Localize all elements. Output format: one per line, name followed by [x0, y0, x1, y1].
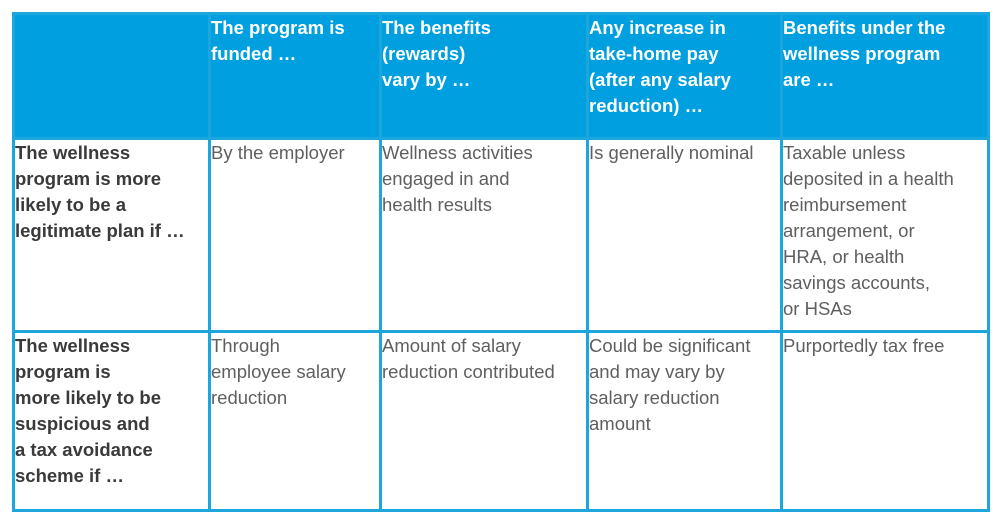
table-cell: By the employer	[210, 139, 381, 332]
column-header-text: Benefits under the wellness program are …	[783, 17, 946, 90]
row-label-suspicious: The wellness program is more likely to be suspicious and a tax avoidance scheme if …	[14, 332, 210, 511]
column-header-take-home-pay	[588, 14, 782, 139]
table-cell: Is generally nominal	[588, 139, 782, 332]
table-cell: Wellness activities engaged in and health results	[381, 139, 588, 332]
table-cell: Purportedly tax free	[782, 332, 989, 511]
table-cell: Could be significant and may vary by salary reduction amount	[588, 332, 782, 511]
column-header-benefits-are	[782, 14, 989, 139]
table-row-legitimate	[14, 139, 989, 332]
table-header-row	[14, 14, 989, 139]
column-header-text: The benefits (rewards) vary by …	[382, 17, 491, 90]
column-header-text: The program is funded …	[211, 17, 345, 64]
column-header-benefits-vary	[381, 14, 588, 139]
column-header-text: Any increase in take-home pay (after any salary reduction) …	[589, 17, 731, 116]
header-corner-cell	[14, 14, 210, 139]
table-cell: Through employee salary reduction	[210, 332, 381, 511]
row-label-legitimate: The wellness program is more likely to be a legitimate plan if …	[14, 139, 210, 332]
table-cell: Taxable unless deposited in a health reimbursement arrangement, or HRA, or health savings accounts, or HSAs	[782, 139, 989, 332]
table-row-suspicious	[14, 332, 989, 511]
column-header-funding	[210, 14, 381, 139]
wellness-comparison-table	[12, 12, 990, 512]
table-cell: Amount of salary reduction contributed	[381, 332, 588, 511]
